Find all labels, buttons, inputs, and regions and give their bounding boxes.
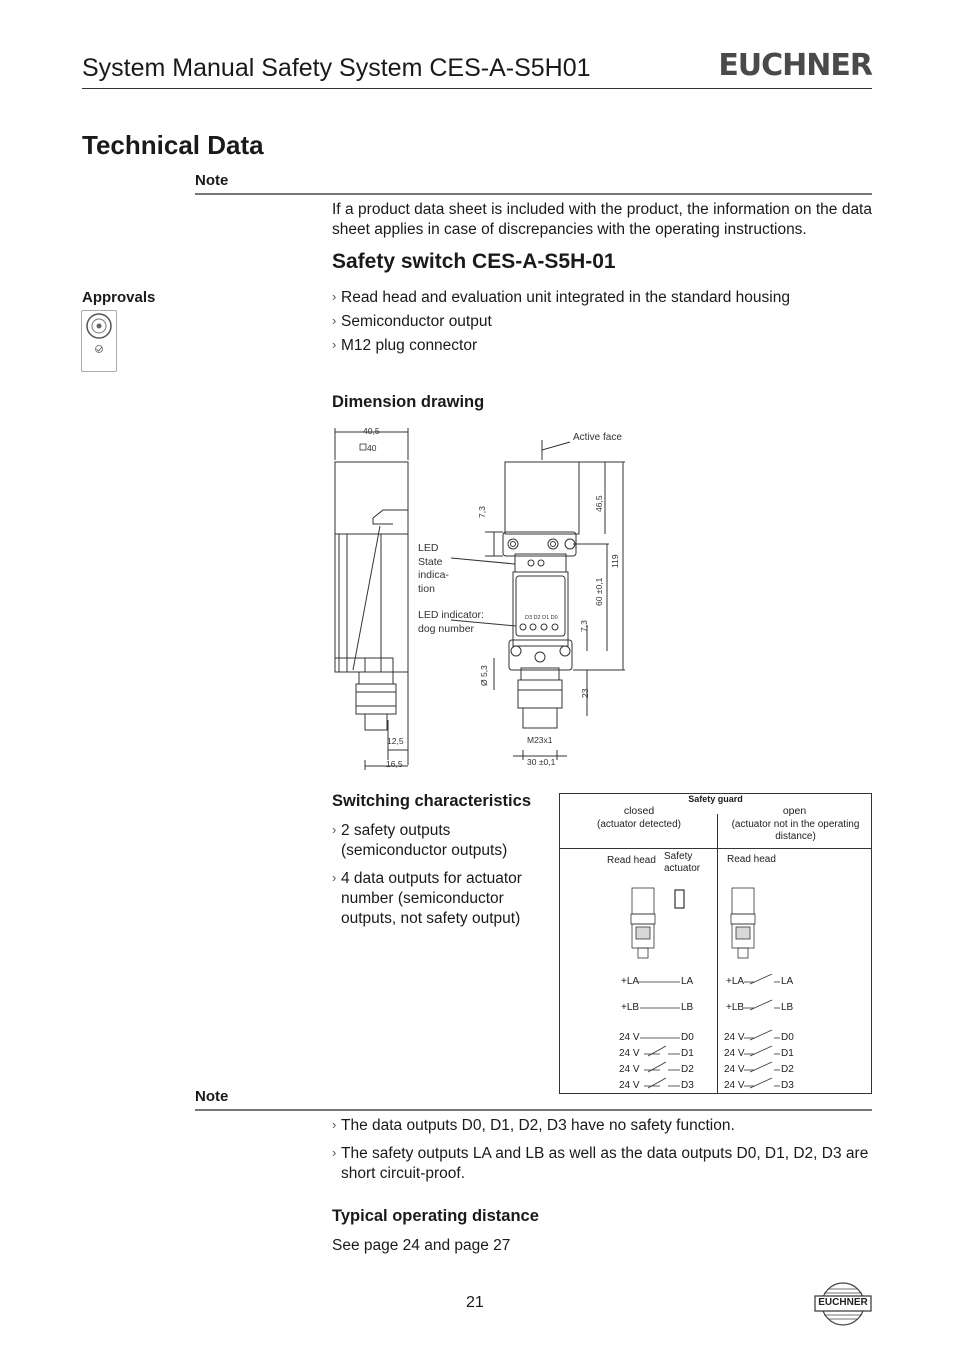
dguv-seal-icon xyxy=(82,311,116,371)
closed-subtitle: (actuator detected) xyxy=(597,819,681,830)
data-led-labels: D3 D2 D1 D0 xyxy=(525,615,558,621)
dim-12-5: 12,5 xyxy=(387,736,404,746)
dim-40: 40 xyxy=(367,443,377,453)
open-row-3-right: D1 xyxy=(781,1048,794,1059)
closed-outputs xyxy=(560,974,717,1094)
list-item: › The data outputs D0, D1, D2, D3 have no safety function. xyxy=(332,1116,872,1136)
approval-badge xyxy=(81,310,117,372)
open-outputs xyxy=(718,974,871,1094)
note-label: Note xyxy=(195,1088,229,1105)
led-state-label: LED State indica- tion xyxy=(418,542,449,595)
dim-23: 23 xyxy=(580,688,590,698)
dim-60: 60 ±0,1 xyxy=(594,577,604,606)
open-row-5-right: D3 xyxy=(781,1080,794,1091)
page-number: 21 xyxy=(466,1294,484,1311)
closed-row-3-left: 24 V xyxy=(619,1048,640,1059)
footer-logo xyxy=(814,1280,872,1328)
note-text: If a product data sheet is included with the product, the information on the data sheet applies in case of discrepancies with the operating instructions. xyxy=(332,201,872,238)
switching-list xyxy=(332,821,537,929)
read-head-label: Read head xyxy=(607,855,656,866)
closed-row-5-right: D3 xyxy=(681,1080,694,1091)
dim-16-5: 16,5 xyxy=(386,759,403,769)
switching-title: Switching characteristics xyxy=(332,792,531,810)
approvals-label: Approvals xyxy=(82,289,156,306)
list-item: › 2 safety outputs (semiconductor outputs) xyxy=(332,821,537,861)
dimension-title: Dimension drawing xyxy=(332,393,485,411)
list-item: › Semiconductor output xyxy=(332,312,872,332)
dimension-drawing xyxy=(325,420,635,772)
footer-logo-text: EUCHNER xyxy=(818,1297,868,1308)
dim-40-5: 40,5 xyxy=(363,426,380,436)
closed-row-0-left: +LA xyxy=(621,976,640,987)
operating-text: See page 24 and page 27 xyxy=(332,1237,511,1254)
closed-row-3-right: D1 xyxy=(681,1048,694,1059)
product-features xyxy=(332,288,872,356)
euchner-logo: EUCHNER xyxy=(718,48,872,83)
open-subtitle: (actuator not in the operating distance) xyxy=(731,819,860,842)
thread-m23: M23x1 xyxy=(527,735,553,745)
open-row-4-right: D2 xyxy=(781,1064,794,1075)
header-rule xyxy=(82,88,872,89)
closed-row-4-right: D2 xyxy=(681,1064,694,1075)
closed-row-2-left: 24 V xyxy=(619,1032,640,1043)
dim-119: 119 xyxy=(610,554,620,568)
open-title: open xyxy=(782,805,807,817)
note-rule xyxy=(195,1109,872,1111)
safety-actuator-label: Safety actuator xyxy=(664,851,701,874)
read-head-open-label: Read head xyxy=(727,854,776,865)
dim-7-3-top: 7,3 xyxy=(477,506,487,518)
open-row-4-left: 24 V xyxy=(724,1064,745,1075)
open-row-0-left: +LA xyxy=(726,976,745,987)
closed-row-2-right: D0 xyxy=(681,1032,694,1043)
open-row-2-right: D0 xyxy=(781,1032,794,1043)
open-row-1-right: LB xyxy=(781,1002,794,1013)
closed-title: closed xyxy=(623,805,655,817)
list-item: › M12 plug connector xyxy=(332,336,872,356)
list-item: › The safety outputs LA and LB as well as the data outputs D0, D1, D2, D3 are short circuit-proof. xyxy=(332,1144,872,1184)
note-label: Note xyxy=(195,172,229,189)
note-rule xyxy=(195,193,872,195)
product-title: Safety switch CES-A-S5H-01 xyxy=(332,250,616,273)
open-row-0-right: LA xyxy=(781,976,794,987)
table-divider xyxy=(560,848,871,849)
closed-row-0-right: LA xyxy=(681,976,694,987)
table-header: Safety guard xyxy=(688,794,743,804)
active-face-label: Active face xyxy=(573,432,622,443)
open-row-3-left: 24 V xyxy=(724,1048,745,1059)
operating-title: Typical operating distance xyxy=(332,1207,539,1225)
switching-table xyxy=(559,793,872,1094)
dim-7-3-bottom: 7,3 xyxy=(579,620,589,632)
open-row-1-left: +LB xyxy=(726,1002,745,1013)
open-row-5-left: 24 V xyxy=(724,1080,745,1091)
closed-row-1-right: LB xyxy=(681,1002,694,1013)
dim-5-3: Ø 5,3 xyxy=(479,665,489,686)
note-list xyxy=(332,1116,872,1184)
list-item: › 4 data outputs for actuator number (semiconductor outputs, not safety output) xyxy=(332,869,537,929)
section-title: Technical Data xyxy=(82,130,264,160)
led-dog-label: LED indicator: dog number xyxy=(418,609,484,635)
dim-30: 30 ±0,1 xyxy=(527,757,556,767)
closed-row-4-left: 24 V xyxy=(619,1064,640,1075)
document-title: System Manual Safety System CES-A-S5H01 xyxy=(82,54,591,82)
list-item: › Read head and evaluation unit integrated in the standard housing xyxy=(332,288,872,308)
closed-row-1-left: +LB xyxy=(621,1002,640,1013)
closed-row-5-left: 24 V xyxy=(619,1080,640,1091)
dim-46-5: 46,5 xyxy=(594,495,604,512)
open-row-2-left: 24 V xyxy=(724,1032,745,1043)
